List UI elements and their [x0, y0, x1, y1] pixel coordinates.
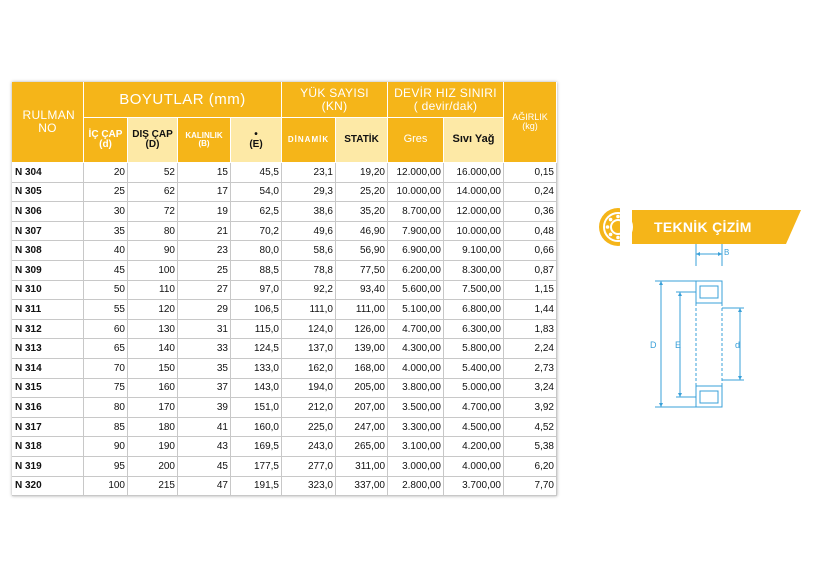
table-cell: 80: [128, 222, 178, 241]
table-cell: 8.300,00: [444, 261, 504, 280]
table-cell: 1,15: [504, 281, 557, 300]
table-cell: 337,00: [336, 477, 388, 496]
table-cell: 77,50: [336, 261, 388, 280]
table-cell: 110: [128, 281, 178, 300]
table-cell: 16.000,00: [444, 163, 504, 182]
table-cell: 2,24: [504, 339, 557, 358]
table-cell: 23,1: [282, 163, 336, 182]
table-cell: 52: [128, 163, 178, 182]
bearing-code-cell: N 312: [12, 320, 84, 339]
table-cell: 5.800,00: [444, 339, 504, 358]
table-row: [12, 398, 557, 418]
table-cell: 9.100,00: [444, 241, 504, 260]
table-row: [12, 163, 557, 183]
table-cell: 31: [178, 320, 231, 339]
table-cell: 5.000,00: [444, 379, 504, 398]
table-cell: 3.100,00: [388, 437, 444, 456]
table-cell: 169,5: [231, 437, 282, 456]
table-cell: 4,52: [504, 418, 557, 437]
header-devir-label: DEVİR HIZ SINIRI: [394, 85, 497, 100]
table-cell: 46,90: [336, 222, 388, 241]
table-cell: 43: [178, 437, 231, 456]
table-cell: 62,5: [231, 202, 282, 221]
table-cell: 45: [84, 261, 128, 280]
table-cell: 6.800,00: [444, 300, 504, 319]
table-cell: 54,0: [231, 183, 282, 202]
bearing-code-cell: N 318: [12, 437, 84, 456]
table-cell: 25: [178, 261, 231, 280]
table-cell: 47: [178, 477, 231, 496]
table-row: [12, 241, 557, 261]
table-cell: 177,5: [231, 457, 282, 476]
table-cell: 111,0: [282, 300, 336, 319]
table-cell: 55: [84, 300, 128, 319]
table-cell: 4.200,00: [444, 437, 504, 456]
table-cell: 49,6: [282, 222, 336, 241]
table-cell: 247,00: [336, 418, 388, 437]
header-devir: [388, 82, 504, 118]
table-cell: 311,00: [336, 457, 388, 476]
table-cell: 120: [128, 300, 178, 319]
label-D: D: [650, 340, 657, 350]
table-cell: 6,20: [504, 457, 557, 476]
table-row: [12, 320, 557, 340]
table-cell: 3,92: [504, 398, 557, 417]
header-yuk-label: YÜK SAYISI: [300, 85, 369, 100]
table-cell: 62: [128, 183, 178, 202]
table-cell: 5.100,00: [388, 300, 444, 319]
table-cell: 137,0: [282, 339, 336, 358]
table-cell: 35,20: [336, 202, 388, 221]
teknik-cizim-title: TEKNİK ÇİZİM: [654, 219, 752, 235]
header-kalinlik: [178, 118, 231, 163]
table-row: [12, 339, 557, 359]
table-cell: 35: [178, 359, 231, 378]
table-cell: 58,6: [282, 241, 336, 260]
table-cell: 2,73: [504, 359, 557, 378]
header-ic-cap: [84, 118, 128, 163]
header-agirlik-label: AĞIRLIK: [512, 111, 548, 122]
table-cell: 243,0: [282, 437, 336, 456]
bearing-technical-drawing: [652, 244, 762, 414]
table-cell: 0,15: [504, 163, 557, 182]
table-cell: 143,0: [231, 379, 282, 398]
table-cell: 6.300,00: [444, 320, 504, 339]
table-row: [12, 202, 557, 222]
table-row: [12, 183, 557, 203]
bearing-code-cell: N 310: [12, 281, 84, 300]
table-cell: 37: [178, 379, 231, 398]
table-cell: 0,24: [504, 183, 557, 202]
table-cell: 4.500,00: [444, 418, 504, 437]
table-cell: 23: [178, 241, 231, 260]
table-row: [12, 281, 557, 301]
table-cell: 215: [128, 477, 178, 496]
table-cell: 0,48: [504, 222, 557, 241]
header-yuk-sayisi: [282, 82, 388, 118]
header-statik: STATİK: [336, 118, 388, 163]
bearing-code-cell: N 319: [12, 457, 84, 476]
table-row: [12, 457, 557, 477]
table-cell: 100: [128, 261, 178, 280]
table-cell: 124,5: [231, 339, 282, 358]
table-cell: 4.700,00: [388, 320, 444, 339]
table-cell: 20: [84, 163, 128, 182]
table-cell: 180: [128, 418, 178, 437]
bearing-code-cell: N 309: [12, 261, 84, 280]
header-dis-cap: [128, 118, 178, 163]
table-row: [12, 359, 557, 379]
table-cell: 277,0: [282, 457, 336, 476]
table-cell: 45: [178, 457, 231, 476]
table-cell: 191,5: [231, 477, 282, 496]
header-dis-cap-label: DIŞ ÇAP: [132, 128, 173, 140]
table-cell: 6.900,00: [388, 241, 444, 260]
header-rulman-label: RULMAN NO: [22, 108, 75, 135]
bearing-code-cell: N 315: [12, 379, 84, 398]
table-cell: 75: [84, 379, 128, 398]
header-yuk-unit: (KN): [321, 98, 348, 113]
table-cell: 160,0: [231, 418, 282, 437]
table-cell: 100: [84, 477, 128, 496]
table-cell: 133,0: [231, 359, 282, 378]
table-cell: 150: [128, 359, 178, 378]
bearing-code-cell: N 306: [12, 202, 84, 221]
table-cell: 12.000,00: [444, 202, 504, 221]
table-cell: 4.000,00: [388, 359, 444, 378]
bearing-code-cell: N 314: [12, 359, 84, 378]
table-cell: 17: [178, 183, 231, 202]
table-cell: 151,0: [231, 398, 282, 417]
table-cell: 4.700,00: [444, 398, 504, 417]
table-cell: 10.000,00: [444, 222, 504, 241]
table-cell: 194,0: [282, 379, 336, 398]
table-cell: 85: [84, 418, 128, 437]
table-cell: 80: [84, 398, 128, 417]
table-row: [12, 418, 557, 438]
header-boyutlar: BOYUTLAR (mm): [84, 82, 282, 118]
table-cell: 0,87: [504, 261, 557, 280]
table-cell: 0,66: [504, 241, 557, 260]
table-cell: 38,6: [282, 202, 336, 221]
table-cell: 65: [84, 339, 128, 358]
table-cell: 50: [84, 281, 128, 300]
table-cell: 80,0: [231, 241, 282, 260]
table-cell: 115,0: [231, 320, 282, 339]
table-cell: 168,00: [336, 359, 388, 378]
table-cell: 35: [84, 222, 128, 241]
table-cell: 124,0: [282, 320, 336, 339]
teknik-cizim-banner: [598, 207, 803, 247]
table-cell: 3.500,00: [388, 398, 444, 417]
label-d: d: [735, 340, 741, 350]
table-cell: 207,00: [336, 398, 388, 417]
table-cell: 27: [178, 281, 231, 300]
table-cell: 29,3: [282, 183, 336, 202]
table-cell: 78,8: [282, 261, 336, 280]
bearing-cross-section: [652, 244, 762, 414]
header-agirlik-unit: (kg): [522, 121, 538, 131]
table-cell: 90: [84, 437, 128, 456]
table-cell: 21: [178, 222, 231, 241]
header-devir-unit: ( devir/dak): [413, 98, 478, 113]
table-cell: 111,00: [336, 300, 388, 319]
bearing-code-cell: N 304: [12, 163, 84, 182]
bearing-code-cell: N 307: [12, 222, 84, 241]
table-cell: 90: [128, 241, 178, 260]
table-cell: 8.700,00: [388, 202, 444, 221]
table-cell: 72: [128, 202, 178, 221]
table-cell: 39: [178, 398, 231, 417]
table-cell: 14.000,00: [444, 183, 504, 202]
table-cell: 0,36: [504, 202, 557, 221]
table-cell: 212,0: [282, 398, 336, 417]
header-rulman-no: [12, 82, 84, 163]
bearing-spec-table: [12, 82, 557, 496]
table-cell: 25: [84, 183, 128, 202]
table-cell: 162,0: [282, 359, 336, 378]
header-e-symbol: (E): [249, 139, 263, 150]
table-cell: 97,0: [231, 281, 282, 300]
table-cell: 10.000,00: [388, 183, 444, 202]
table-cell: 25,20: [336, 183, 388, 202]
header-e: [231, 118, 282, 163]
table-cell: 1,44: [504, 300, 557, 319]
table-row: [12, 437, 557, 457]
bearing-code-cell: N 313: [12, 339, 84, 358]
table-cell: 5,38: [504, 437, 557, 456]
table-cell: 5.400,00: [444, 359, 504, 378]
table-cell: 139,00: [336, 339, 388, 358]
table-cell: 5.600,00: [388, 281, 444, 300]
table-cell: 3,24: [504, 379, 557, 398]
table-cell: 7,70: [504, 477, 557, 496]
header-dis-cap-symbol: (D): [145, 139, 160, 150]
table-cell: 200: [128, 457, 178, 476]
table-cell: 140: [128, 339, 178, 358]
header-gres: Gres: [388, 118, 444, 163]
table-cell: 3.300,00: [388, 418, 444, 437]
table-cell: 70: [84, 359, 128, 378]
table-cell: 106,5: [231, 300, 282, 319]
table-cell: 7.900,00: [388, 222, 444, 241]
table-cell: 225,0: [282, 418, 336, 437]
bearing-code-cell: N 305: [12, 183, 84, 202]
table-cell: 3.800,00: [388, 379, 444, 398]
table-cell: 7.500,00: [444, 281, 504, 300]
table-cell: 3.000,00: [388, 457, 444, 476]
table-cell: 40: [84, 241, 128, 260]
table-cell: 3.700,00: [444, 477, 504, 496]
table-cell: 205,00: [336, 379, 388, 398]
table-cell: 130: [128, 320, 178, 339]
table-cell: 4.300,00: [388, 339, 444, 358]
header-ic-cap-symbol: (d): [99, 139, 112, 150]
table-cell: 170: [128, 398, 178, 417]
table-cell: 30: [84, 202, 128, 221]
label-E: E: [675, 340, 682, 350]
bearing-code-cell: N 311: [12, 300, 84, 319]
table-cell: 19: [178, 202, 231, 221]
bearing-code-cell: N 317: [12, 418, 84, 437]
table-cell: 4.000,00: [444, 457, 504, 476]
table-cell: 1,83: [504, 320, 557, 339]
table-cell: 45,5: [231, 163, 282, 182]
bearing-code-cell: N 316: [12, 398, 84, 417]
table-cell: 70,2: [231, 222, 282, 241]
table-row: [12, 261, 557, 281]
table-cell: 41: [178, 418, 231, 437]
table-cell: 60: [84, 320, 128, 339]
header-dinamik: DİNAMİK: [282, 118, 336, 163]
table-cell: 92,2: [282, 281, 336, 300]
table-cell: 19,20: [336, 163, 388, 182]
table-row: [12, 477, 557, 497]
table-cell: 323,0: [282, 477, 336, 496]
table-row: [12, 300, 557, 320]
header-agirlik: [504, 82, 557, 163]
header-e-mark: •: [254, 128, 258, 140]
table-cell: 12.000,00: [388, 163, 444, 182]
table-cell: 93,40: [336, 281, 388, 300]
table-row: [12, 379, 557, 399]
table-cell: 29: [178, 300, 231, 319]
header-kalinlik-symbol: (B): [198, 139, 210, 148]
label-b: B: [724, 248, 730, 257]
header-ic-cap-label: İÇ ÇAP: [88, 128, 123, 140]
table-cell: 56,90: [336, 241, 388, 260]
table-cell: 190: [128, 437, 178, 456]
table-cell: 126,00: [336, 320, 388, 339]
table-row: [12, 222, 557, 242]
bearing-code-cell: N 320: [12, 477, 84, 496]
table-cell: 95: [84, 457, 128, 476]
table-cell: 15: [178, 163, 231, 182]
bearing-code-cell: N 308: [12, 241, 84, 260]
table-cell: 160: [128, 379, 178, 398]
header-kalinlik-label: KALINLIK: [185, 130, 223, 140]
table-body: [12, 163, 557, 496]
table-cell: 33: [178, 339, 231, 358]
table-cell: 6.200,00: [388, 261, 444, 280]
table-cell: 265,00: [336, 437, 388, 456]
table-cell: 88,5: [231, 261, 282, 280]
header-sivi-yag: Sıvı Yağ: [444, 118, 504, 163]
table-cell: 2.800,00: [388, 477, 444, 496]
